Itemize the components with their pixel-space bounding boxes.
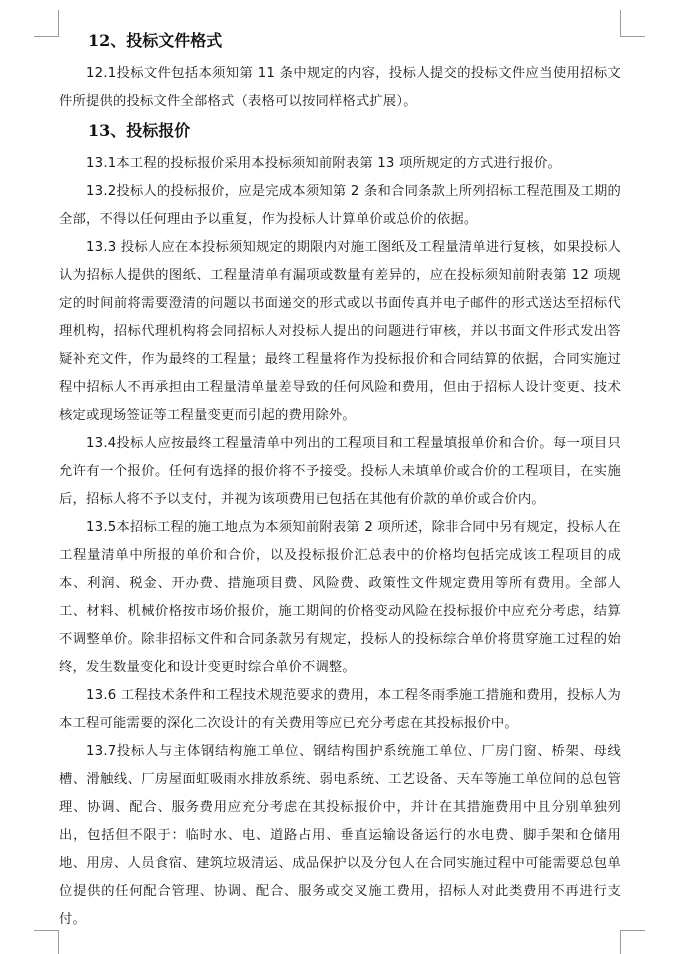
crop-mark-top-left-h bbox=[34, 36, 59, 37]
paragraph-13-2: 13.2投标人的投标报价，应是完成本须知第 2 条和合同条款上所列招标工程范围及工期的全部，不得以任何理由予以重复，作为投标人计算单价或总价的依据。 bbox=[59, 184, 621, 227]
crop-mark-bottom-left-h bbox=[34, 930, 59, 931]
paragraph-13-3: 13.3 投标人应在本投标须知规定的期限内对施工图纸及工程量清单进行复核，如果投标人认为招标人提供的图纸、工程量清单有漏项或数量有差异的，应在投标须知前附表第 12 项规定的时间前将需要澄清的问题以书面递交的形式或以书面传真并电子邮件的形式送达至招标代理机构，招标代理机构将会同招标人对投标人提出的问题进行审核，并以书面文件形式发出答疑补充文件，作为最终的工程量；最终工程量将作为投标报价和合同结算的依据，合同实施过程中招标人不再承担由工程量清单量差导致的任何风险和费用，但由于招标人设计变更、技术核定或现场签证等工程量变更而引起的费用除外。 bbox=[59, 240, 621, 423]
crop-mark-top-right-h bbox=[620, 36, 645, 37]
section-heading-13: 13、投标报价 bbox=[88, 121, 191, 140]
paragraph-13-5: 13.5本招标工程的施工地点为本须知前附表第 2 项所述，除非合同中另有规定，投标人在工程量清单中所报的单价和合价，以及投标报价汇总表中的价格均包括完成该工程项目的成本、利润、税金、开办费、措施项目费、风险费、政策性文件规定费用等所有费用。全部人工、材料、机械价格按市场价报价，施工期间的价格变动风险在投标报价中应充分考虑，结算不调整单价。除非招标文件和合同条款另有规定，投标人的投标综合单价将贯穿施工过程的始终，发生数量变化和设计变更时综合单价不调整。 bbox=[59, 520, 621, 675]
paragraph-13-7: 13.7投标人与主体钢结构施工单位、钢结构围护系统施工单位、厂房门窗、桥架、母线槽、滑触线、厂房屋面虹吸雨水排放系统、弱电系统、工艺设备、天车等施工单位间的总包管理、协调、配合、服务费用应充分考虑在其投标报价中，并计在其措施费用中且分别单独列出，包括但不限于：临时水、电、道路占用、垂直运输设备运行的水电费、脚手架和仓储用地、用房、人员食宿、建筑垃圾清运、成品保护以及分包人在合同实施过程中可能需要总包单位提供的任何配合管理、协调、配合、服务或交叉施工费用，招标人对此类费用不再进行支付。 bbox=[59, 744, 621, 927]
paragraph-13-6: 13.6 工程技术条件和工程技术规范要求的费用，本工程冬雨季施工措施和费用，投标人为本工程可能需要的深化二次设计的有关费用等应已充分考虑在其投标报价中。 bbox=[59, 688, 621, 731]
document-body bbox=[59, 26, 621, 934]
paragraph-13-1: 13.1本工程的投标报价采用本投标须知前附表第 13 项所规定的方式进行报价。 bbox=[86, 156, 561, 171]
paragraph-13-4: 13.4投标人应按最终工程量清单中列出的工程项目和工程量填报单价和合价。每一项目只允许有一个报价。任何有选择的报价将不予接受。投标人未填单价或合价的工程项目，在实施后，招标人将不予以支付，并视为该项费用已包括在其他有价款的单价或合价内。 bbox=[59, 436, 621, 507]
crop-mark-bottom-right-h bbox=[620, 930, 645, 931]
paragraph-12-1: 12.1投标文件包括本须知第 11 条中规定的内容，投标人提交的投标文件应当使用招标文件所提供的投标文件全部格式（表格可以按同样格式扩展）。 bbox=[59, 66, 621, 109]
section-heading-12: 12、投标文件格式 bbox=[88, 31, 223, 50]
